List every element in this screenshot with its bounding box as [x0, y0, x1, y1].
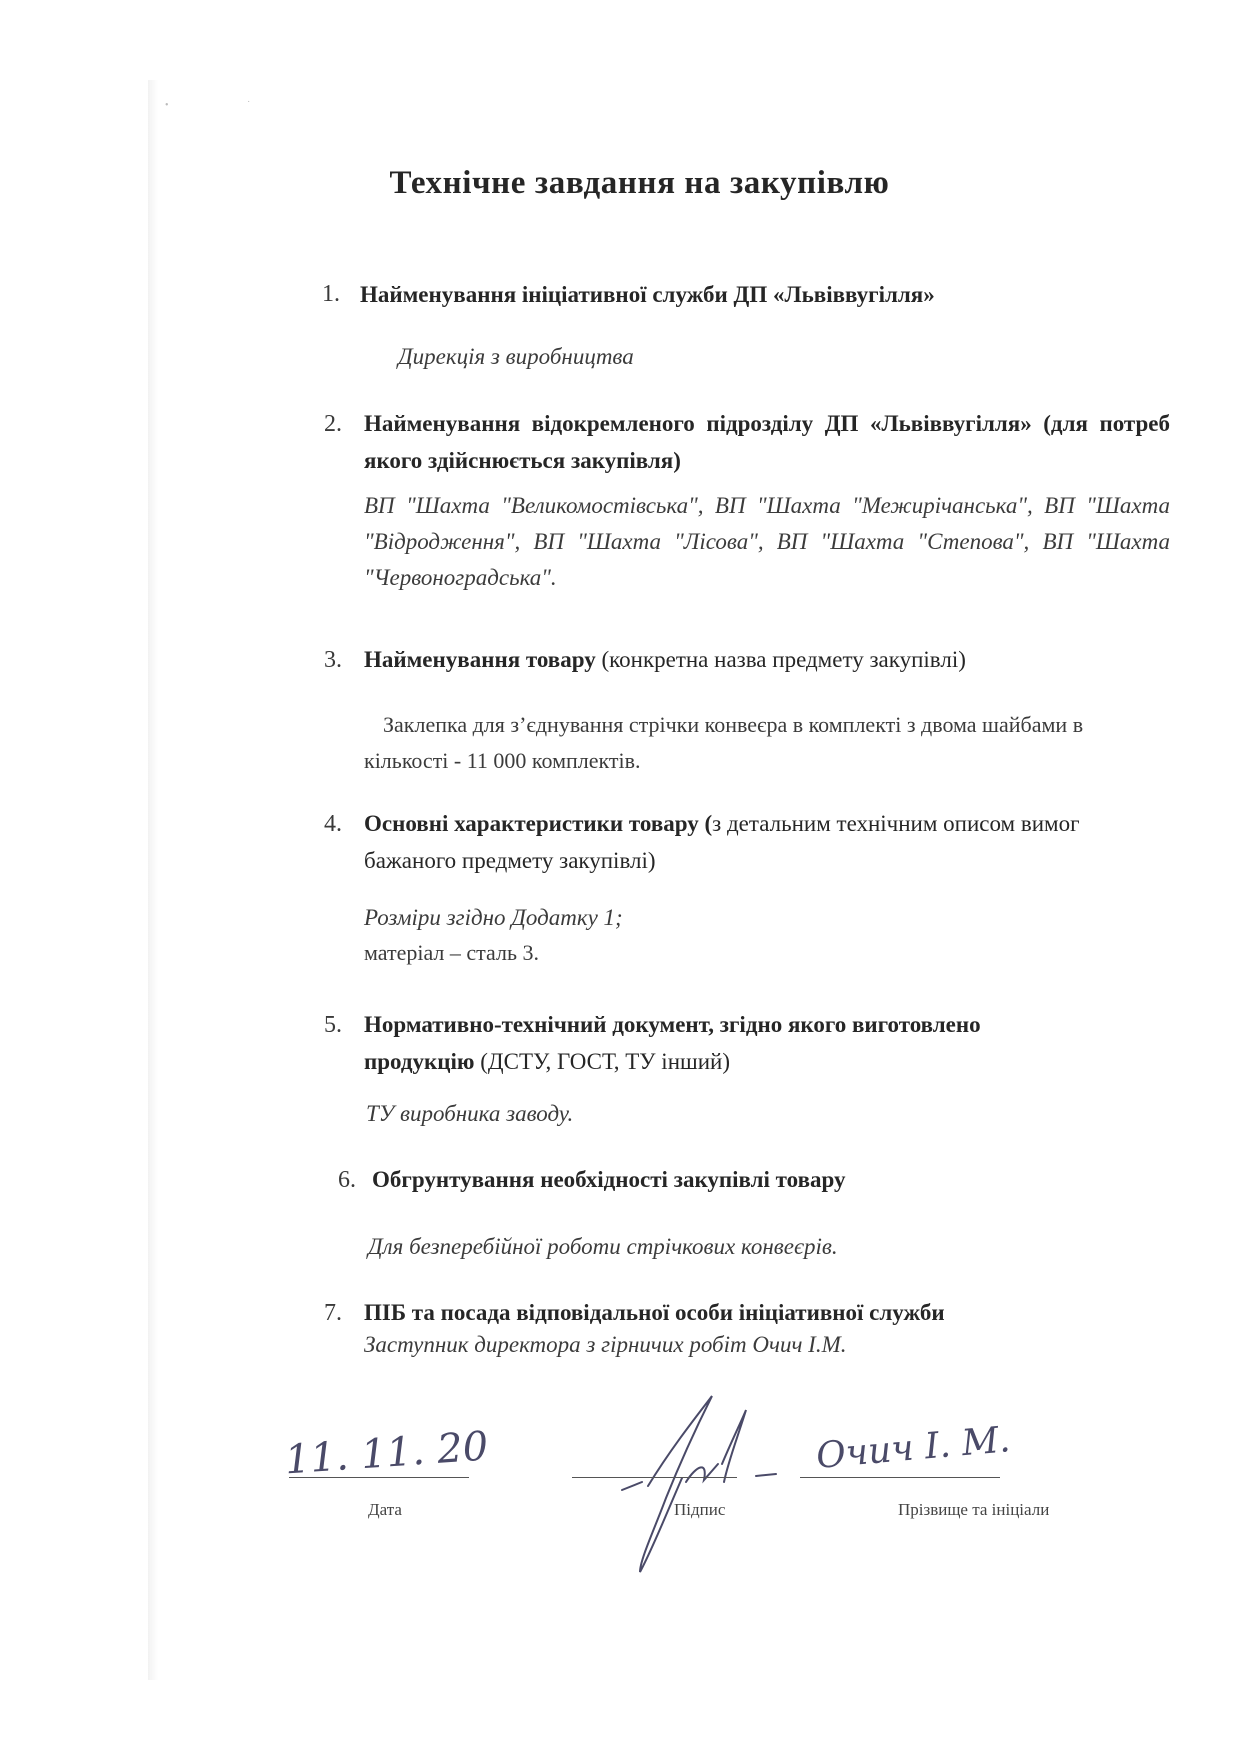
scan-edge-shadow	[148, 80, 158, 1680]
section-4-heading	[364, 805, 1170, 879]
section-7-heading: ПІБ та посада відповідальної особи ініціативної служби	[364, 1300, 945, 1325]
section-4-content-line-1: Розміри згідно Додатку 1;	[364, 905, 623, 930]
section-4-heading-note: з детальним технічним описом вимог бажаного предмету закупівлі)	[364, 811, 1080, 873]
section-3-heading	[364, 641, 1170, 678]
section-2-content: ВП "Шахта "Великомостівська", ВП "Шахта "Межирічанська", ВП "Шахта "Відродження", ВП "Шахта "Лісова", ВП "Шахта "Степова", ВП "Шахта "Червоноградська".	[364, 493, 1170, 590]
section-3-heading-bold: Найменування товару	[364, 647, 596, 672]
handwritten-date	[283, 1418, 490, 1498]
section-5-number: 5.	[324, 1012, 342, 1038]
section-1-heading: Найменування ініціативної служби ДП «Львіввугілля»	[360, 282, 935, 307]
section-3-heading-note: (конкретна назва предмету закупівлі)	[595, 647, 966, 672]
section-6-number: 6.	[338, 1167, 356, 1193]
section-1-number: 1.	[322, 281, 340, 307]
section-2-number: 2.	[324, 411, 342, 437]
section-6-content: Для безперебійної роботи стрічкових конвеєрів.	[368, 1234, 838, 1259]
section-3-number: 3.	[324, 647, 342, 673]
section-4-number: 4.	[324, 811, 342, 837]
section-4-content-line-2: матеріал – сталь 3.	[364, 940, 540, 965]
date-line	[289, 1477, 469, 1478]
name-line	[800, 1477, 1000, 1478]
section-5-content: ТУ виробника заводу.	[366, 1101, 574, 1126]
name-caption: Прізвище та ініціали	[898, 1500, 1050, 1519]
handwritten-date-text: 11. 11. 20	[283, 1423, 490, 1484]
signature-line	[572, 1477, 737, 1478]
document-title: Технічне завдання на закупівлю	[389, 165, 890, 201]
section-3-content: Заклепка для з’єднування стрічки конвеєра в комплекті з двома шайбами в кількості - 11 000 комплектів.	[364, 712, 1084, 773]
date-caption: Дата	[368, 1500, 402, 1519]
section-5-heading	[364, 1006, 1084, 1080]
section-5-heading-note: (ДСТУ, ГОСТ, ТУ інший)	[474, 1049, 730, 1074]
signature-scribble	[600, 1390, 800, 1580]
section-7-number: 7.	[324, 1300, 342, 1326]
section-7-content: Заступник директора з гірничих робіт Очич І.М.	[364, 1332, 847, 1357]
handwritten-name-text: Очич І. М.	[814, 1419, 1012, 1477]
section-2-heading: Найменування відокремленого підрозділу ДП «Львіввугілля» (для потреб якого здійснюється закупівля)	[364, 411, 1170, 473]
section-4-heading-bold: Основні характеристики товару (	[364, 811, 713, 836]
signature-caption: Підпис	[674, 1500, 726, 1519]
section-5-heading-bold: Нормативно-технічний документ, згідно якого виготовлено продукцію	[364, 1012, 981, 1074]
scan-marks: • ˙	[165, 100, 289, 111]
section-6-heading: Обгрунтування необхідності закупівлі товару	[372, 1167, 846, 1192]
section-1-content: Дирекція з виробництва	[398, 344, 634, 369]
